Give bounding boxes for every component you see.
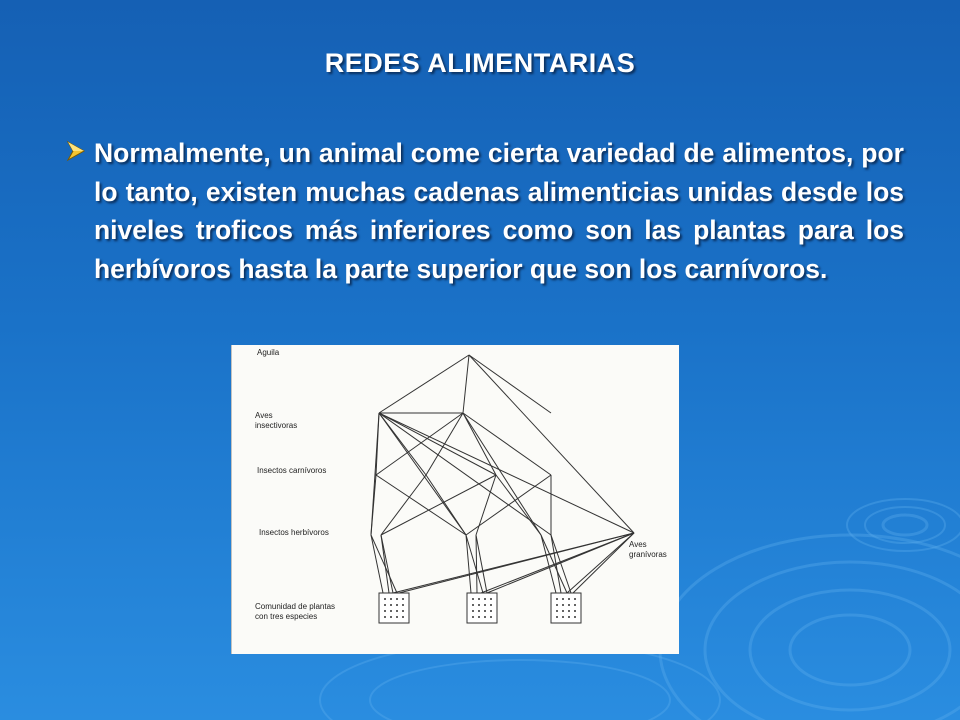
label-insectos-carnivoros: Insectos carnívoros bbox=[257, 466, 327, 475]
plant-species-boxes bbox=[379, 593, 581, 623]
bullet-text: Normalmente, un animal come cierta variedad de alimentos, por lo tanto, existen muchas cadenas alimenticias unidas desde los niveles troficos más inferiores como son las plantas para los herbívoros hasta la parte superior que son los carnívoros. bbox=[94, 138, 904, 284]
label-aves-insectivoras-2: insectivoras bbox=[255, 421, 298, 430]
food-web-diagram bbox=[231, 345, 679, 654]
label-comunidad-2: con tres especies bbox=[255, 612, 318, 621]
label-aguila: Aguila bbox=[257, 348, 280, 357]
label-insectos-herbivoros: Insectos herbívoros bbox=[259, 528, 329, 537]
food-web-links bbox=[371, 355, 634, 593]
bullet-item bbox=[58, 134, 904, 288]
arrow-bullet-icon bbox=[58, 140, 94, 162]
label-aves-insectivoras-1: Aves bbox=[255, 411, 273, 420]
label-aves-granivoras-1: Aves bbox=[629, 540, 647, 549]
slide-title: REDES ALIMENTARIAS bbox=[324, 48, 636, 78]
label-comunidad-1: Comunidad de plantas bbox=[255, 602, 336, 611]
label-aves-granivoras-2: granívoras bbox=[629, 550, 667, 559]
